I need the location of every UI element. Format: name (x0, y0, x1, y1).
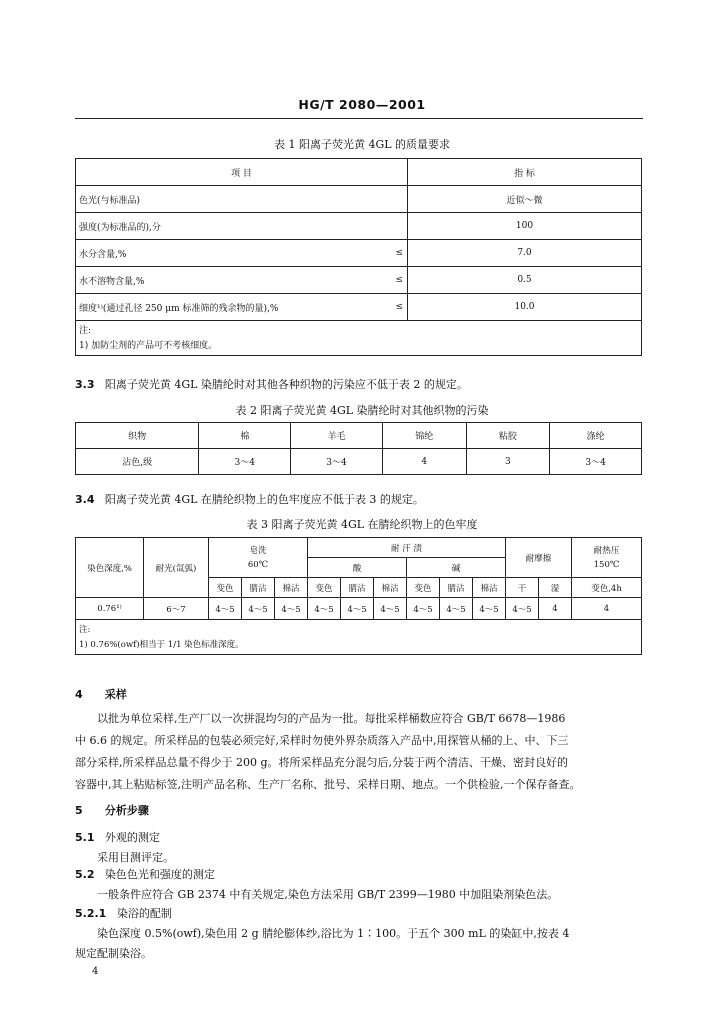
table3-header-acid: 酸 (308, 558, 407, 578)
section-5-heading (75, 802, 149, 818)
table2-header: 涤纶 (550, 423, 642, 449)
section-4-number: 4 (75, 688, 83, 701)
table3-sub-cotton: 棉沾 (275, 578, 308, 598)
table3-header-light: 耐光(氙弧) (144, 538, 209, 598)
table2-cell: 3～4 (550, 449, 642, 475)
table1-cell-value: 近似～微 (408, 186, 642, 213)
section-4-line: 以批为单位采样,生产厂以一次拼混均匀的产品为一批。每批采样桶数应符合 GB/T 6678—1986 (97, 712, 566, 725)
table1-cell-item: 强度(为标准品的),分 (76, 213, 386, 240)
table1-header-item: 项 目 (76, 159, 408, 186)
table2-header: 棉 (199, 423, 291, 449)
table3-cell: 4～5 (506, 598, 539, 620)
table1 (75, 158, 642, 356)
table3-cell: 4 (539, 598, 572, 620)
table3-header-alkali: 碱 (407, 558, 506, 578)
table3-sub-heat: 变色,4h (572, 578, 642, 598)
table1-cell-sym: ≤ (386, 267, 408, 294)
section-3-4-number: 3.4 (75, 493, 95, 506)
table3-cell: 4～5 (341, 598, 374, 620)
table3-header-wash-label: 皂洗 (249, 545, 267, 556)
section-3-4-text: 阳离子荧光黄 4GL 在腈纶织物上的色牢度应不低于表 3 的规定。 (104, 493, 424, 506)
section-3-3-text: 阳离子荧光黄 4GL 染腈纶时对其他各种织物的污染应不低于表 2 的规定。 (104, 378, 468, 391)
table1-note-text: 1) 加防尘剂的产品可不考核细度。 (79, 341, 218, 351)
section-4-line: 容器中,其上粘贴标签,注明产品名称、生产厂名称、批号、采样日期、地点。一个供检验,一个保存备查。 (75, 778, 581, 791)
section-5-2-1-title: 染浴的配制 (116, 907, 172, 920)
table1-note (76, 321, 642, 356)
table3-cell: 0.76¹⁾ (76, 598, 144, 620)
table3-cell: 4～5 (440, 598, 473, 620)
table1-cell-sym (386, 213, 408, 240)
table3-cell: 4 (572, 598, 642, 620)
table3-cell: 6～7 (144, 598, 209, 620)
table2-cell: 3～4 (199, 449, 291, 475)
table2-cell: 4 (382, 449, 466, 475)
table1-cell-value: 0.5 (408, 267, 642, 294)
table1-cell-item: 细度¹⁾(通过孔径 250 μm 标准筛的残余物的量),% (76, 294, 386, 321)
section-5-2-title: 染色色光和强度的测定 (104, 868, 215, 881)
table1-cell-item: 色光(与标准品) (76, 186, 386, 213)
section-5-2-1-line2: 规定配制染浴。 (75, 947, 152, 960)
table3-cell: 4～5 (308, 598, 341, 620)
table3-cell: 4～5 (407, 598, 440, 620)
section-4-body (75, 708, 645, 796)
table2-cell: 3～4 (291, 449, 383, 475)
table3-sub-cotton: 棉沾 (473, 578, 506, 598)
table3-sub-wet: 湿 (539, 578, 572, 598)
table3-header-wash (209, 538, 308, 578)
table3-header-heat-temp: 150℃ (593, 559, 620, 570)
table3 (75, 537, 642, 655)
table3-caption: 表 3 阳离子荧光黄 4GL 在腈纶织物上的色牢度 (246, 518, 478, 531)
table3-sub-change: 变色 (308, 578, 341, 598)
header-rule (75, 118, 643, 119)
section-3-3 (75, 376, 468, 392)
table3-note-title: 注: (79, 625, 91, 635)
section-5-2-1-heading (75, 905, 172, 921)
table2-header: 锦纶 (382, 423, 466, 449)
section-5-1-title: 外观的测定 (104, 831, 160, 844)
section-5-2-number: 5.2 (75, 868, 95, 881)
section-5-2-1-line1: 染色深度 0.5%(owf),染色用 2 g 腈纶膨体纱,浴比为 1∶100。于五个 300 mL 的染缸中,按表 4 (97, 927, 570, 940)
section-3-4 (75, 491, 424, 507)
table3-sub-change: 变色 (407, 578, 440, 598)
section-4-line: 中 6.6 的规定。所采样品的包装必须完好,采样时勿使外界杂质落入产品中,用探管从桶的上、中、下三 (75, 734, 569, 747)
page-number: 4 (92, 966, 99, 977)
table3-note (76, 620, 642, 655)
table1-note-title: 注: (79, 326, 92, 336)
table1-cell-sym: ≤ (386, 294, 408, 321)
section-5-2-1-number: 5.2.1 (75, 907, 107, 920)
table2-header: 羊毛 (291, 423, 383, 449)
section-5-2-text: 一般条件应符合 GB 2374 中有关规定,染色方法采用 GB/T 2399—1980 中加阻染剂染色法。 (97, 888, 559, 901)
table3-header-depth: 染色深度,% (76, 538, 144, 598)
table1-caption: 表 1 阳离子荧光黄 4GL 的质量要求 (273, 138, 451, 151)
table2-cell: 3 (466, 449, 550, 475)
table3-cell: 4～5 (473, 598, 506, 620)
section-4-heading (75, 686, 127, 702)
section-5-1-number: 5.1 (75, 831, 95, 844)
table3-sub-dry: 干 (506, 578, 539, 598)
table3-cell: 4～5 (374, 598, 407, 620)
section-5-2-heading (75, 866, 215, 882)
table3-sub-acrylic: 腈沾 (341, 578, 374, 598)
table3-header-wash-temp: 60℃ (247, 559, 269, 570)
section-5-title: 分析步骤 (104, 804, 149, 817)
table1-cell-value: 7.0 (408, 240, 642, 267)
table2-row-label: 沾色,级 (76, 449, 199, 475)
table3-note-text: 1) 0.76%(owf)相当于 1/1 染色标准深度。 (79, 640, 244, 650)
table3-cell: 4～5 (275, 598, 308, 620)
table1-cell-sym: ≤ (386, 240, 408, 267)
table3-header-sweat: 耐 汗 渍 (308, 538, 506, 558)
table1-cell-value: 100 (408, 213, 642, 240)
section-5-number: 5 (75, 804, 83, 817)
section-4-title: 采样 (104, 688, 127, 701)
table3-sub-cotton: 棉沾 (374, 578, 407, 598)
table2 (75, 422, 642, 475)
document-code: HG/T 2080—2001 (298, 97, 426, 112)
section-4-line: 部分采样,所采样品总量不得少于 200 g。将所采样品充分混匀后,分装于两个清洁、干燥、密封良好的 (75, 756, 569, 769)
table3-header-heat (572, 538, 642, 578)
table1-cell-value: 10.0 (408, 294, 642, 321)
section-5-1-text: 采用目测评定。 (97, 851, 174, 864)
section-3-3-number: 3.3 (75, 378, 95, 391)
table3-sub-acrylic: 腈沾 (242, 578, 275, 598)
table2-header: 织物 (76, 423, 199, 449)
table1-cell-sym (386, 186, 408, 213)
table3-header-rub: 耐摩擦 (506, 538, 572, 578)
table1-header-index: 指 标 (408, 159, 642, 186)
table3-sub-change: 变色 (209, 578, 242, 598)
table3-sub-acrylic: 腈沾 (440, 578, 473, 598)
table2-header: 粘胶 (466, 423, 550, 449)
table3-header-heat-label: 耐热压 (593, 545, 620, 556)
table2-caption: 表 2 阳离子荧光黄 4GL 染腈纶时对其他织物的污染 (235, 404, 489, 417)
table1-cell-item: 水分含量,% (76, 240, 386, 267)
section-5-1-heading (75, 829, 160, 845)
table3-cell: 4～5 (209, 598, 242, 620)
table3-cell: 4～5 (242, 598, 275, 620)
table1-cell-item: 水不溶物含量,% (76, 267, 386, 294)
